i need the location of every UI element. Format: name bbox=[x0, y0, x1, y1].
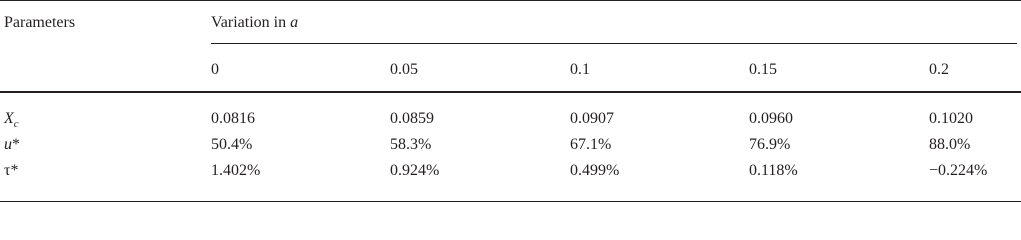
table-cell: 0.118% bbox=[749, 162, 798, 179]
table-cell: 76.9% bbox=[749, 136, 791, 153]
row-symbol: $X_c$ bbox=[4, 110, 19, 130]
row-symbol: τ* bbox=[4, 162, 19, 179]
table-cell: −0.224% bbox=[929, 162, 988, 179]
sub-header-rule bbox=[211, 43, 1017, 44]
table-cell: 0.1020 bbox=[929, 110, 973, 127]
column-header: 0 bbox=[211, 61, 219, 78]
table-cell: 50.4% bbox=[211, 136, 253, 153]
table-cell: 0.0960 bbox=[749, 110, 793, 127]
column-header: 0.2 bbox=[929, 61, 949, 78]
table-cell: 0.0907 bbox=[570, 110, 614, 127]
table-cell: 58.3% bbox=[390, 136, 432, 153]
header-rule bbox=[0, 91, 1021, 93]
table-cell: 88.0% bbox=[929, 136, 971, 153]
bottom-rule bbox=[0, 201, 1021, 202]
table-cell: 1.402% bbox=[211, 162, 261, 179]
table-cell: 0.924% bbox=[390, 162, 440, 179]
row-symbol: u* bbox=[4, 136, 20, 153]
variation-header-label: Variation in bbox=[211, 14, 287, 31]
parameters-header: Parameters bbox=[4, 14, 76, 31]
table-cell: 0.499% bbox=[570, 162, 620, 179]
table-cell: 67.1% bbox=[570, 136, 612, 153]
column-header: 0.05 bbox=[390, 61, 418, 78]
top-rule bbox=[0, 0, 1021, 1]
table-cell: 0.0816 bbox=[211, 110, 255, 127]
variation-header bbox=[211, 14, 298, 32]
variation-header-symbol: a bbox=[290, 14, 299, 31]
table-cell: 0.0859 bbox=[390, 110, 434, 127]
column-header: 0.15 bbox=[749, 61, 777, 78]
column-header: 0.1 bbox=[570, 61, 590, 78]
